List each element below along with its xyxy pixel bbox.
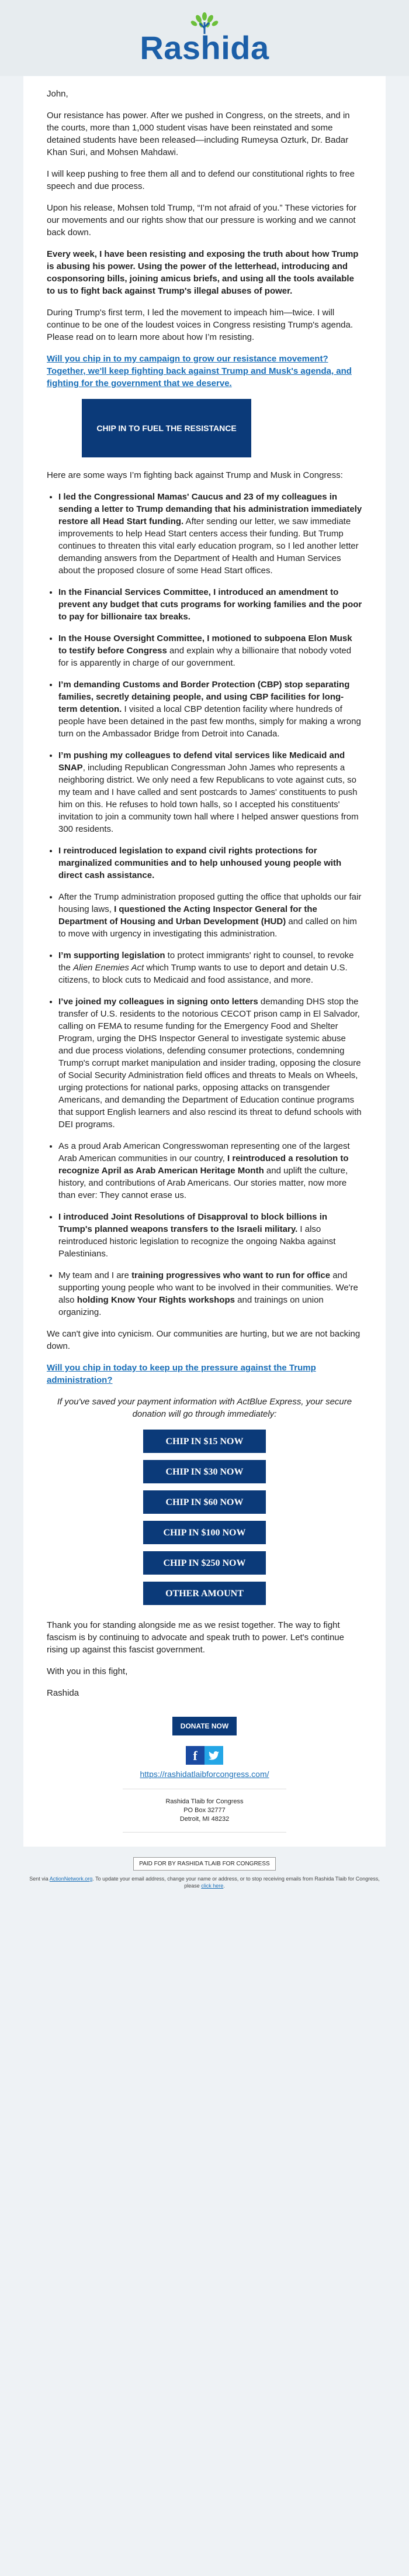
donate-other-amount-button[interactable]: OTHER AMOUNT [143,1582,266,1605]
email-header [0,0,409,76]
social-links [186,1746,223,1765]
list-item: • I’m demanding Customs and Border Protection (CBP) stop separating families, secretly detaining people, and using CBP facilities for long-term detention. I visited a local CBP detention facility where hundreds of people have been detained in the past few months, simply for making a wrong turn on the Ambassador Bridge from Detroit into Canada. [58,679,362,740]
paragraph: Upon his release, Mohsen told Trump, “I’m not afraid of you.” These victories for our movements and our rights show that our pressure is working and we cannot back down. [47,203,356,237]
divider [123,1832,286,1833]
donate-60-button[interactable]: CHIP IN $60 NOW [143,1490,266,1514]
website-link[interactable]: https://rashidatlaibforcongress.com/ [140,1769,269,1779]
list-item: • I’m pushing my colleagues to defend vital services like Medicaid and SNAP, including Republican Congressman John James who represents a neighboring district. We only need a few Republicans to vote against cuts, so my team and I have called and sent postcards to James' constituents to push him on this. He refuses to hold town halls, so I accepted his constituents' invitation to join a community town hall where I helped answer questions from 300 residents. [58,749,362,835]
list-item: • I led the Congressional Mamas' Caucus and 23 of my colleagues in sending a letter to Trump demanding that his administration immediately restore all Head Start funding. After sending our letter, we saw immediate improvements to help Head Start centers access their funding. But Trump continues to threaten this vital early education program, so I led another letter demanding answers from the Department of Health and Human Services about the proposed closure of some Head Start offices. [58,491,362,577]
email-body [23,76,386,1847]
donate-now-button[interactable]: DONATE NOW [172,1717,237,1735]
paragraph: Our resistance has power. After we pushed in Congress, on the streets, and in the courts, more than 1,000 student visas have been reinstated and some detained students have been released—including Rumeysa Ozturk, Dr. Badar Khan Suri, and Mohsen Mahdawi. [47,111,350,157]
paragraph-bold: Every week, I have been resisting and exposing the truth about how Trump is abusing his power. Using the power of the letterhead, introducing and cosponsoring bills, joining amicus briefs, and using all the tools available to us to fight back against Trump's illegal abuses of power. [47,249,359,296]
chip-in-resistance-button[interactable]: CHIP IN TO FUEL THE RESISTANCE [82,399,251,457]
list-item: • In the House Oversight Committee, I motioned to subpoena Elon Musk to testify before Congress and explain why a billionaire that nobody voted for is apparently in charge of our government. [58,632,362,669]
donate-15-button[interactable]: CHIP IN $15 NOW [143,1430,266,1453]
list-item: • As a proud Arab American Congresswoman representing one of the largest Arab American communities in our country, I reintroduced a resolution to recognize April as Arab American Heritage Month and uplift the culture, history, and contributions of Arab Americans. Our stories matter, now more than ever: They cannot erase us. [58,1140,362,1201]
twitter-icon[interactable] [204,1746,223,1765]
chip-in-link[interactable]: Will you chip in to my campaign to grow our resistance movement? Together, we'll keep fighting back against Trump and Musk's agenda, and fighting for the government that we deserve. [47,354,352,388]
list-item: • I’m supporting legislation to protect immigrants' right to counsel, to revoke the Alien Enemies Act which Trump wants to use to deport and detain U.S. citizens, to block cuts to Medicaid and food assistance, and more. [58,949,362,986]
actblue-note: If you've saved your payment information with ActBlue Express, your secure donation will go through immediately: [57,1397,352,1419]
brand-logo-text: Rashida [140,29,269,66]
paragraph: Thank you for standing alongside me as we resist together. The way to fight fascism is by continuing to advocate and speak truth to power. Let's continue rising up against this fascist government. [47,1620,344,1655]
list-item: • In the Financial Services Committee, I introduced an amendment to prevent any budget that cuts programs for working families and the poor to pay for billionaire tax breaks. [58,586,362,623]
paragraph: I will keep pushing to free them all and to defend our constitutional rights to free speech and due process. [47,169,355,191]
donate-250-button[interactable]: CHIP IN $250 NOW [143,1551,266,1575]
donate-30-button[interactable]: CHIP IN $30 NOW [143,1460,266,1483]
list-item: • I’ve joined my colleagues in signing onto letters demanding DHS stop the transfer of U.S. residents to the notorious CECOT prison camp in El Salvador, calling on FEMA to resume funding for the Emergency Food and Shelter Program, urging the DHS Inspector General to investigate systemic abuse and due process violations, defending consumer protections, condemning Trump's corrupt market manipulation and insider trading, opposing the closure of Social Security Administration field offices and threats to Meals on Wheels, urging protections for national parks, opposing attacks on transgender Americans, and demanding the Department of Education continue programs that support English learners and also rescind its threat to defund schools with DEI programs. [58,996,362,1131]
chip-in-today-link[interactable]: Will you chip in today to keep up the pressure against the Trump administration? [47,1363,316,1385]
list-item: • I reintroduced legislation to expand civil rights protections for marginalized communities and to help unhoused young people with direct cash assistance. [58,845,362,881]
unsubscribe-link[interactable]: click here [201,1883,224,1889]
paragraph: We can't give into cynicism. Our communities are hurting, but we are not backing down. [47,1329,361,1351]
facebook-icon[interactable]: f [186,1746,204,1765]
donate-100-button[interactable]: CHIP IN $100 NOW [143,1521,266,1544]
actions-list [47,491,362,1318]
mailing-address: Rashida Tlaib for Congress PO Box 32777 Detroit, MI 48232 [165,1798,244,1823]
paragraph: With you in this fight, [47,1666,128,1676]
paragraph: During Trump's first term, I led the movement to impeach him—twice. I will continue to be one of the loudest voices in Congress resisting Trump's agenda. Please read on to learn more about how I’m resisting. [47,308,353,342]
paragraph: Here are some ways I’m fighting back against Trump and Musk in Congress: [47,470,343,480]
greeting: John, [47,89,68,99]
list-item: • I introduced Joint Resolutions of Disapproval to block billions in Trump's planned weapons transfers to the Israeli military. I also reintroduced historic legislation to recognize the ongoing Nakba against Palestinians. [58,1211,362,1260]
actionnetwork-link[interactable]: ActionNetwork.org [49,1876,93,1882]
list-item: • My team and I are training progressives who want to run for office and supporting young people who want to be involved in their communities. We're also holding Know Your Rights workshops and trainings on union organizing. [58,1269,362,1318]
donation-buttons [47,1430,362,1605]
unsubscribe-note: Sent via ActionNetwork.org. To update your email address, change your name or address, or to stop receiving emails from Rashida Tlaib for Congress, please click here. [29,1876,380,1889]
paid-for-disclaimer: PAID FOR BY RASHIDA TLAIB FOR CONGRESS [133,1857,276,1871]
list-item: • After the Trump administration proposed gutting the office that upholds our fair housing laws, I questioned the Acting Inspector General for the Department of Housing and Urban Development (HUD) and called on him to move with urgency in investigating this administration. [58,891,362,940]
signature: Rashida [47,1688,79,1698]
